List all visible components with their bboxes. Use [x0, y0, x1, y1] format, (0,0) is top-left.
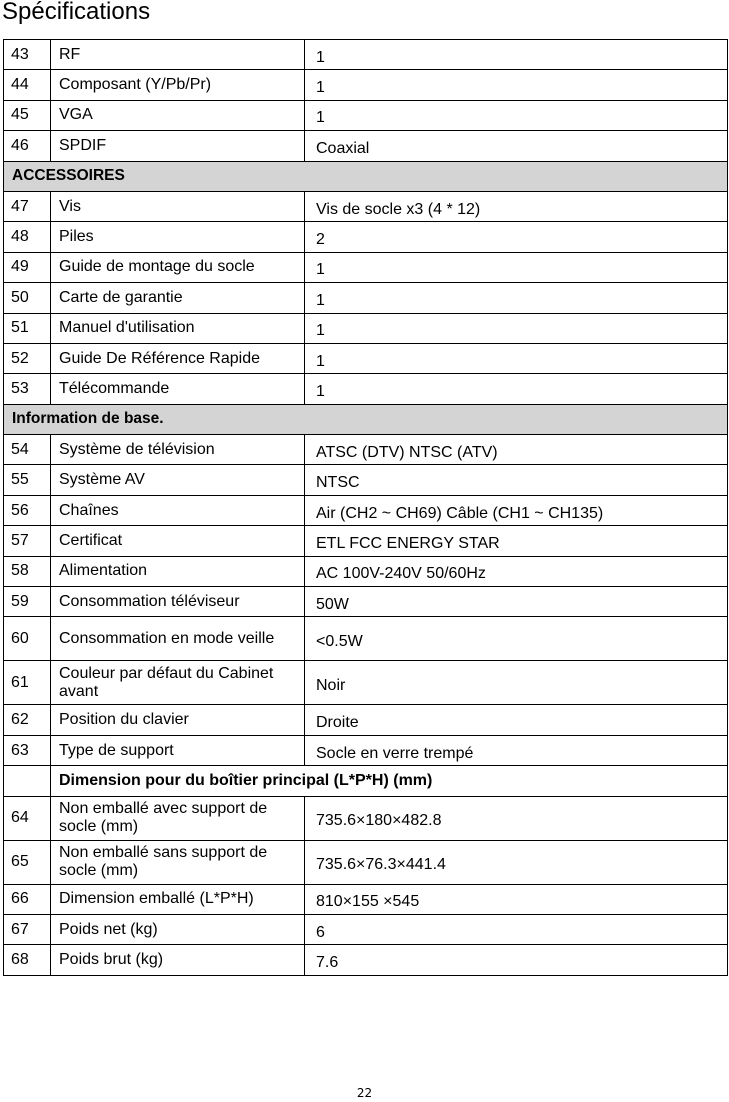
spec-value: 1	[316, 322, 325, 340]
spec-value-cell	[305, 100, 728, 130]
spec-value: 2	[316, 231, 325, 249]
spec-label: Position du clavier	[51, 705, 305, 735]
table-row	[4, 840, 728, 884]
row-number: 53	[4, 374, 51, 404]
spec-value-cell	[305, 191, 728, 221]
row-number: 54	[4, 435, 51, 465]
spec-value: <0.5W	[316, 632, 363, 650]
table-row	[4, 222, 728, 252]
table-row	[4, 283, 728, 313]
spec-label: Couleur par défaut du Cabinet avant	[51, 661, 305, 705]
spec-label: Type de support	[51, 735, 305, 765]
spec-value-cell	[305, 435, 728, 465]
row-number: 50	[4, 283, 51, 313]
spec-value-cell	[305, 945, 728, 975]
spec-label: Carte de garantie	[51, 283, 305, 313]
spec-value-cell	[305, 374, 728, 404]
spec-label: VGA	[51, 100, 305, 130]
spec-value-cell	[305, 796, 728, 840]
table-row	[4, 735, 728, 765]
spec-value: ATSC (DTV) NTSC (ATV)	[316, 443, 498, 461]
row-number: 60	[4, 617, 51, 661]
page-number: 22	[356, 1086, 373, 1100]
row-number: 62	[4, 705, 51, 735]
spec-value: Socle en verre trempé	[316, 744, 474, 762]
row-number: 55	[4, 465, 51, 495]
spec-value-cell	[305, 465, 728, 495]
row-number: 59	[4, 587, 51, 617]
spec-value: 6	[316, 923, 325, 941]
table-row	[4, 796, 728, 840]
empty-number-cell	[4, 766, 51, 796]
spec-value-cell	[305, 661, 728, 705]
row-number: 56	[4, 495, 51, 525]
row-number: 47	[4, 191, 51, 221]
spec-value: Droite	[316, 714, 359, 732]
table-row	[4, 343, 728, 373]
spec-label: Dimension emballé (L*P*H)	[51, 884, 305, 914]
spec-value: 1	[316, 291, 325, 309]
section-header	[4, 161, 728, 191]
table-row	[4, 191, 728, 221]
spec-value-cell	[305, 131, 728, 161]
row-number: 67	[4, 914, 51, 944]
row-number: 65	[4, 840, 51, 884]
spec-value-cell	[305, 222, 728, 252]
row-number: 45	[4, 100, 51, 130]
table-row	[4, 435, 728, 465]
table-row	[4, 661, 728, 705]
spec-value-cell	[305, 914, 728, 944]
table-row	[4, 556, 728, 586]
spec-label: Système AV	[51, 465, 305, 495]
spec-label: Non emballé sans support de socle (mm)	[51, 840, 305, 884]
spec-value-cell	[305, 884, 728, 914]
spec-label: Chaînes	[51, 495, 305, 525]
spec-value-cell	[305, 705, 728, 735]
spec-label: Télécommande	[51, 374, 305, 404]
spec-label: Manuel d'utilisation	[51, 313, 305, 343]
spec-value-cell	[305, 70, 728, 100]
spec-label: Poids net (kg)	[51, 914, 305, 944]
spec-value-cell	[305, 735, 728, 765]
section-header	[4, 404, 728, 434]
spec-label: Consommation téléviseur	[51, 587, 305, 617]
table-row	[4, 465, 728, 495]
subsection-header-row	[4, 766, 728, 796]
spec-label: Alimentation	[51, 556, 305, 586]
spec-value-cell	[305, 840, 728, 884]
spec-value: 1	[316, 352, 325, 370]
row-number: 49	[4, 252, 51, 282]
table-row	[4, 945, 728, 975]
table-row	[4, 131, 728, 161]
spec-value: 1	[316, 261, 325, 279]
spec-value: 7.6	[316, 954, 339, 972]
spec-value: 735.6×76.3×441.4	[316, 856, 446, 874]
spec-value: 735.6×180×482.8	[316, 812, 442, 830]
spec-value: 1	[316, 382, 325, 400]
spec-value-cell	[305, 313, 728, 343]
row-number: 66	[4, 884, 51, 914]
spec-value: 810×155 ×545	[316, 893, 420, 911]
spec-value: Noir	[316, 676, 346, 694]
spec-label: Guide de montage du socle	[51, 252, 305, 282]
table-row	[4, 313, 728, 343]
spec-value-cell	[305, 617, 728, 661]
table-row	[4, 100, 728, 130]
spec-value: NTSC	[316, 474, 360, 492]
table-row	[4, 40, 728, 70]
table-row	[4, 617, 728, 661]
row-number: 68	[4, 945, 51, 975]
spec-value-cell	[305, 40, 728, 70]
row-number: 48	[4, 222, 51, 252]
table-row	[4, 495, 728, 525]
spec-label: Non emballé avec support de socle (mm)	[51, 796, 305, 840]
spec-label: Composant (Y/Pb/Pr)	[51, 70, 305, 100]
row-number: 46	[4, 131, 51, 161]
table-row	[4, 374, 728, 404]
spec-label: Piles	[51, 222, 305, 252]
spec-value: 1	[316, 79, 325, 97]
section-header-label: ACCESSOIRES	[12, 167, 125, 185]
section-header-row	[4, 404, 728, 434]
table-row	[4, 252, 728, 282]
spec-label: RF	[51, 40, 305, 70]
specifications-table	[3, 39, 728, 976]
row-number: 58	[4, 556, 51, 586]
spec-value-cell	[305, 252, 728, 282]
table-row	[4, 70, 728, 100]
spec-label: Poids brut (kg)	[51, 945, 305, 975]
table-row	[4, 526, 728, 556]
spec-value-cell	[305, 283, 728, 313]
spec-value-cell	[305, 495, 728, 525]
spec-label: SPDIF	[51, 131, 305, 161]
spec-label: Système de télévision	[51, 435, 305, 465]
spec-label: Certificat	[51, 526, 305, 556]
row-number: 61	[4, 661, 51, 705]
row-number: 51	[4, 313, 51, 343]
spec-value: 50W	[316, 595, 349, 613]
spec-value: AC 100V-240V 50/60Hz	[316, 565, 486, 583]
section-header-label: Information de base.	[12, 410, 164, 428]
table-row	[4, 705, 728, 735]
row-number: 57	[4, 526, 51, 556]
spec-value: Coaxial	[316, 139, 370, 157]
spec-value: 1	[316, 109, 325, 127]
row-number: 52	[4, 343, 51, 373]
row-number: 63	[4, 735, 51, 765]
spec-label: Consommation en mode veille	[51, 617, 305, 661]
spec-value: Vis de socle x3 (4 * 12)	[316, 200, 481, 218]
specifications-table-body	[4, 40, 728, 976]
spec-value: 1	[316, 48, 325, 66]
page-title: Spécifications	[2, 0, 151, 25]
spec-value: ETL FCC ENERGY STAR	[316, 534, 500, 552]
section-header-row	[4, 161, 728, 191]
subsection-header: Dimension pour du boîtier principal (L*P*H) (mm)	[51, 766, 728, 796]
spec-value-cell	[305, 587, 728, 617]
spec-value-cell	[305, 526, 728, 556]
table-row	[4, 587, 728, 617]
spec-value: Air (CH2 ~ CH69) Câble (CH1 ~ CH135)	[316, 504, 604, 522]
spec-value-cell	[305, 343, 728, 373]
spec-label: Vis	[51, 191, 305, 221]
table-row	[4, 884, 728, 914]
row-number: 44	[4, 70, 51, 100]
row-number: 43	[4, 40, 51, 70]
spec-value-cell	[305, 556, 728, 586]
row-number: 64	[4, 796, 51, 840]
table-row	[4, 914, 728, 944]
spec-label: Guide De Référence Rapide	[51, 343, 305, 373]
